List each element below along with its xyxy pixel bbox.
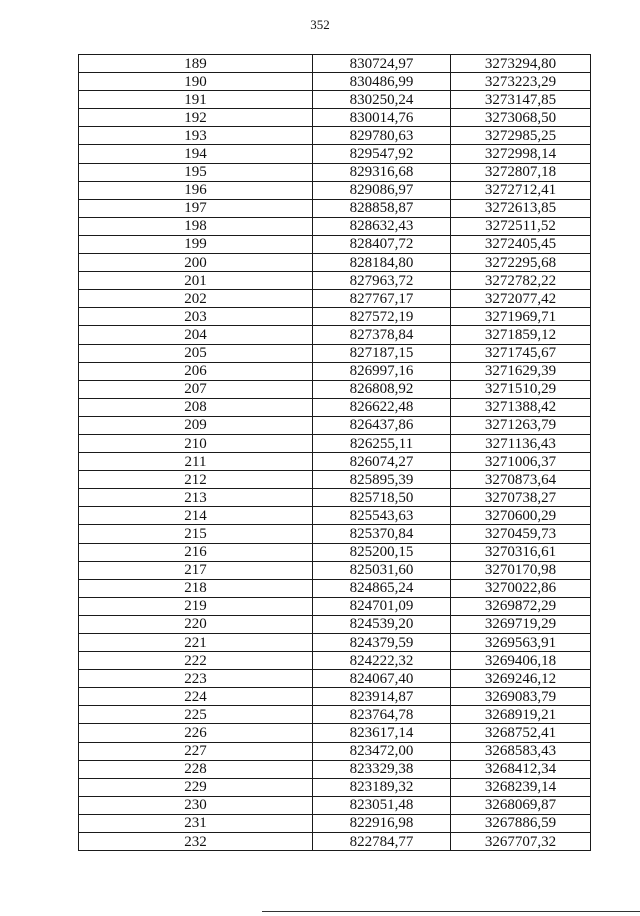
- table-row: [79, 272, 591, 290]
- y-coordinate-cell: 3272998,14: [451, 145, 591, 163]
- y-coordinate-cell: 3267707,32: [451, 833, 591, 851]
- table-row: [79, 344, 591, 362]
- table-row: [79, 434, 591, 452]
- y-coordinate-cell: 3272807,18: [451, 163, 591, 181]
- point-number-cell: 189: [79, 55, 313, 73]
- x-coordinate-cell: 823051,48: [313, 796, 451, 814]
- table-row: [79, 73, 591, 91]
- x-coordinate-cell: 826437,86: [313, 416, 451, 434]
- y-coordinate-cell: 3271859,12: [451, 326, 591, 344]
- point-number-cell: 215: [79, 525, 313, 543]
- x-coordinate-cell: 825031,60: [313, 561, 451, 579]
- table-row: [79, 199, 591, 217]
- table-row: [79, 471, 591, 489]
- table-row: [79, 543, 591, 561]
- table-row: [79, 380, 591, 398]
- y-coordinate-cell: 3270600,29: [451, 507, 591, 525]
- table-row: [79, 290, 591, 308]
- table-row: [79, 652, 591, 670]
- point-number-cell: 194: [79, 145, 313, 163]
- table-row: [79, 489, 591, 507]
- y-coordinate-cell: 3269083,79: [451, 688, 591, 706]
- table-row: [79, 127, 591, 145]
- x-coordinate-cell: 823329,38: [313, 760, 451, 778]
- x-coordinate-cell: 826074,27: [313, 453, 451, 471]
- y-coordinate-cell: 3268239,14: [451, 778, 591, 796]
- table-row: [79, 416, 591, 434]
- point-number-cell: 203: [79, 308, 313, 326]
- y-coordinate-cell: 3271006,37: [451, 453, 591, 471]
- x-coordinate-cell: 822784,77: [313, 833, 451, 851]
- y-coordinate-cell: 3270170,98: [451, 561, 591, 579]
- y-coordinate-cell: 3269719,29: [451, 615, 591, 633]
- point-number-cell: 229: [79, 778, 313, 796]
- x-coordinate-cell: 830250,24: [313, 91, 451, 109]
- point-number-cell: 190: [79, 73, 313, 91]
- coordinates-table: [78, 54, 591, 851]
- y-coordinate-cell: 3268583,43: [451, 742, 591, 760]
- point-number-cell: 214: [79, 507, 313, 525]
- x-coordinate-cell: 828184,80: [313, 254, 451, 272]
- y-coordinate-cell: 3273068,50: [451, 109, 591, 127]
- table-row: [79, 525, 591, 543]
- table-row: [79, 181, 591, 199]
- bottom-rule: [262, 911, 640, 912]
- x-coordinate-cell: 829316,68: [313, 163, 451, 181]
- point-number-cell: 219: [79, 597, 313, 615]
- y-coordinate-cell: 3273223,29: [451, 73, 591, 91]
- y-coordinate-cell: 3271969,71: [451, 308, 591, 326]
- point-number-cell: 228: [79, 760, 313, 778]
- x-coordinate-cell: 823914,87: [313, 688, 451, 706]
- x-coordinate-cell: 823472,00: [313, 742, 451, 760]
- x-coordinate-cell: 823764,78: [313, 706, 451, 724]
- point-number-cell: 230: [79, 796, 313, 814]
- point-number-cell: 193: [79, 127, 313, 145]
- x-coordinate-cell: 825718,50: [313, 489, 451, 507]
- x-coordinate-cell: 824379,59: [313, 634, 451, 652]
- x-coordinate-cell: 825200,15: [313, 543, 451, 561]
- table-row: [79, 778, 591, 796]
- y-coordinate-cell: 3269406,18: [451, 652, 591, 670]
- x-coordinate-cell: 826255,11: [313, 434, 451, 452]
- x-coordinate-cell: 826622,48: [313, 398, 451, 416]
- table-row: [79, 561, 591, 579]
- x-coordinate-cell: 829547,92: [313, 145, 451, 163]
- x-coordinate-cell: 829780,63: [313, 127, 451, 145]
- point-number-cell: 197: [79, 199, 313, 217]
- table-row: [79, 615, 591, 633]
- table-row: [79, 760, 591, 778]
- x-coordinate-cell: 828632,43: [313, 217, 451, 235]
- y-coordinate-cell: 3272077,42: [451, 290, 591, 308]
- table-row: [79, 688, 591, 706]
- table-row: [79, 254, 591, 272]
- y-coordinate-cell: 3270459,73: [451, 525, 591, 543]
- point-number-cell: 217: [79, 561, 313, 579]
- point-number-cell: 216: [79, 543, 313, 561]
- point-number-cell: 232: [79, 833, 313, 851]
- table-row: [79, 833, 591, 851]
- table-row: [79, 217, 591, 235]
- x-coordinate-cell: 825543,63: [313, 507, 451, 525]
- y-coordinate-cell: 3268752,41: [451, 724, 591, 742]
- x-coordinate-cell: 826808,92: [313, 380, 451, 398]
- table-row: [79, 308, 591, 326]
- table-row: [79, 796, 591, 814]
- point-number-cell: 220: [79, 615, 313, 633]
- x-coordinate-cell: 825895,39: [313, 471, 451, 489]
- point-number-cell: 196: [79, 181, 313, 199]
- x-coordinate-cell: 828858,87: [313, 199, 451, 217]
- point-number-cell: 198: [79, 217, 313, 235]
- table-row: [79, 724, 591, 742]
- x-coordinate-cell: 823189,32: [313, 778, 451, 796]
- point-number-cell: 201: [79, 272, 313, 290]
- x-coordinate-cell: 827963,72: [313, 272, 451, 290]
- point-number-cell: 231: [79, 814, 313, 832]
- point-number-cell: 224: [79, 688, 313, 706]
- point-number-cell: 222: [79, 652, 313, 670]
- y-coordinate-cell: 3272712,41: [451, 181, 591, 199]
- x-coordinate-cell: 824865,24: [313, 579, 451, 597]
- y-coordinate-cell: 3272782,22: [451, 272, 591, 290]
- point-number-cell: 213: [79, 489, 313, 507]
- point-number-cell: 225: [79, 706, 313, 724]
- x-coordinate-cell: 827572,19: [313, 308, 451, 326]
- point-number-cell: 192: [79, 109, 313, 127]
- y-coordinate-cell: 3271510,29: [451, 380, 591, 398]
- point-number-cell: 206: [79, 362, 313, 380]
- point-number-cell: 211: [79, 453, 313, 471]
- y-coordinate-cell: 3269872,29: [451, 597, 591, 615]
- y-coordinate-cell: 3268069,87: [451, 796, 591, 814]
- x-coordinate-cell: 830724,97: [313, 55, 451, 73]
- y-coordinate-cell: 3273147,85: [451, 91, 591, 109]
- x-coordinate-cell: 822916,98: [313, 814, 451, 832]
- table-row: [79, 398, 591, 416]
- point-number-cell: 191: [79, 91, 313, 109]
- table-row: [79, 326, 591, 344]
- y-coordinate-cell: 3272613,85: [451, 199, 591, 217]
- table-row: [79, 634, 591, 652]
- table-row: [79, 163, 591, 181]
- x-coordinate-cell: 824701,09: [313, 597, 451, 615]
- y-coordinate-cell: 3270738,27: [451, 489, 591, 507]
- point-number-cell: 208: [79, 398, 313, 416]
- y-coordinate-cell: 3271136,43: [451, 434, 591, 452]
- y-coordinate-cell: 3270873,64: [451, 471, 591, 489]
- table-row: [79, 109, 591, 127]
- x-coordinate-cell: 824222,32: [313, 652, 451, 670]
- y-coordinate-cell: 3271388,42: [451, 398, 591, 416]
- y-coordinate-cell: 3268919,21: [451, 706, 591, 724]
- y-coordinate-cell: 3269246,12: [451, 670, 591, 688]
- page-number: 352: [310, 17, 330, 32]
- table-row: [79, 235, 591, 253]
- x-coordinate-cell: 829086,97: [313, 181, 451, 199]
- table-row: [79, 507, 591, 525]
- y-coordinate-cell: 3271629,39: [451, 362, 591, 380]
- point-number-cell: 226: [79, 724, 313, 742]
- point-number-cell: 202: [79, 290, 313, 308]
- table-row: [79, 453, 591, 471]
- point-number-cell: 195: [79, 163, 313, 181]
- y-coordinate-cell: 3273294,80: [451, 55, 591, 73]
- x-coordinate-cell: 827767,17: [313, 290, 451, 308]
- table-row: [79, 55, 591, 73]
- x-coordinate-cell: 823617,14: [313, 724, 451, 742]
- table-row: [79, 579, 591, 597]
- table-row: [79, 597, 591, 615]
- table-row: [79, 670, 591, 688]
- point-number-cell: 223: [79, 670, 313, 688]
- y-coordinate-cell: 3272985,25: [451, 127, 591, 145]
- y-coordinate-cell: 3272511,52: [451, 217, 591, 235]
- point-number-cell: 210: [79, 434, 313, 452]
- table-row: [79, 362, 591, 380]
- x-coordinate-cell: 830014,76: [313, 109, 451, 127]
- y-coordinate-cell: 3268412,34: [451, 760, 591, 778]
- point-number-cell: 199: [79, 235, 313, 253]
- table-row: [79, 91, 591, 109]
- point-number-cell: 227: [79, 742, 313, 760]
- table-row: [79, 742, 591, 760]
- table-row: [79, 814, 591, 832]
- point-number-cell: 200: [79, 254, 313, 272]
- x-coordinate-cell: 827187,15: [313, 344, 451, 362]
- coordinates-table-body: [79, 55, 591, 851]
- y-coordinate-cell: 3271263,79: [451, 416, 591, 434]
- point-number-cell: 207: [79, 380, 313, 398]
- point-number-cell: 218: [79, 579, 313, 597]
- point-number-cell: 212: [79, 471, 313, 489]
- y-coordinate-cell: 3272295,68: [451, 254, 591, 272]
- point-number-cell: 205: [79, 344, 313, 362]
- y-coordinate-cell: 3270022,86: [451, 579, 591, 597]
- y-coordinate-cell: 3267886,59: [451, 814, 591, 832]
- x-coordinate-cell: 826997,16: [313, 362, 451, 380]
- x-coordinate-cell: 830486,99: [313, 73, 451, 91]
- y-coordinate-cell: 3269563,91: [451, 634, 591, 652]
- x-coordinate-cell: 827378,84: [313, 326, 451, 344]
- x-coordinate-cell: 828407,72: [313, 235, 451, 253]
- x-coordinate-cell: 824067,40: [313, 670, 451, 688]
- y-coordinate-cell: 3270316,61: [451, 543, 591, 561]
- point-number-cell: 209: [79, 416, 313, 434]
- point-number-cell: 221: [79, 634, 313, 652]
- table-row: [79, 706, 591, 724]
- x-coordinate-cell: 824539,20: [313, 615, 451, 633]
- y-coordinate-cell: 3272405,45: [451, 235, 591, 253]
- x-coordinate-cell: 825370,84: [313, 525, 451, 543]
- table-row: [79, 145, 591, 163]
- y-coordinate-cell: 3271745,67: [451, 344, 591, 362]
- point-number-cell: 204: [79, 326, 313, 344]
